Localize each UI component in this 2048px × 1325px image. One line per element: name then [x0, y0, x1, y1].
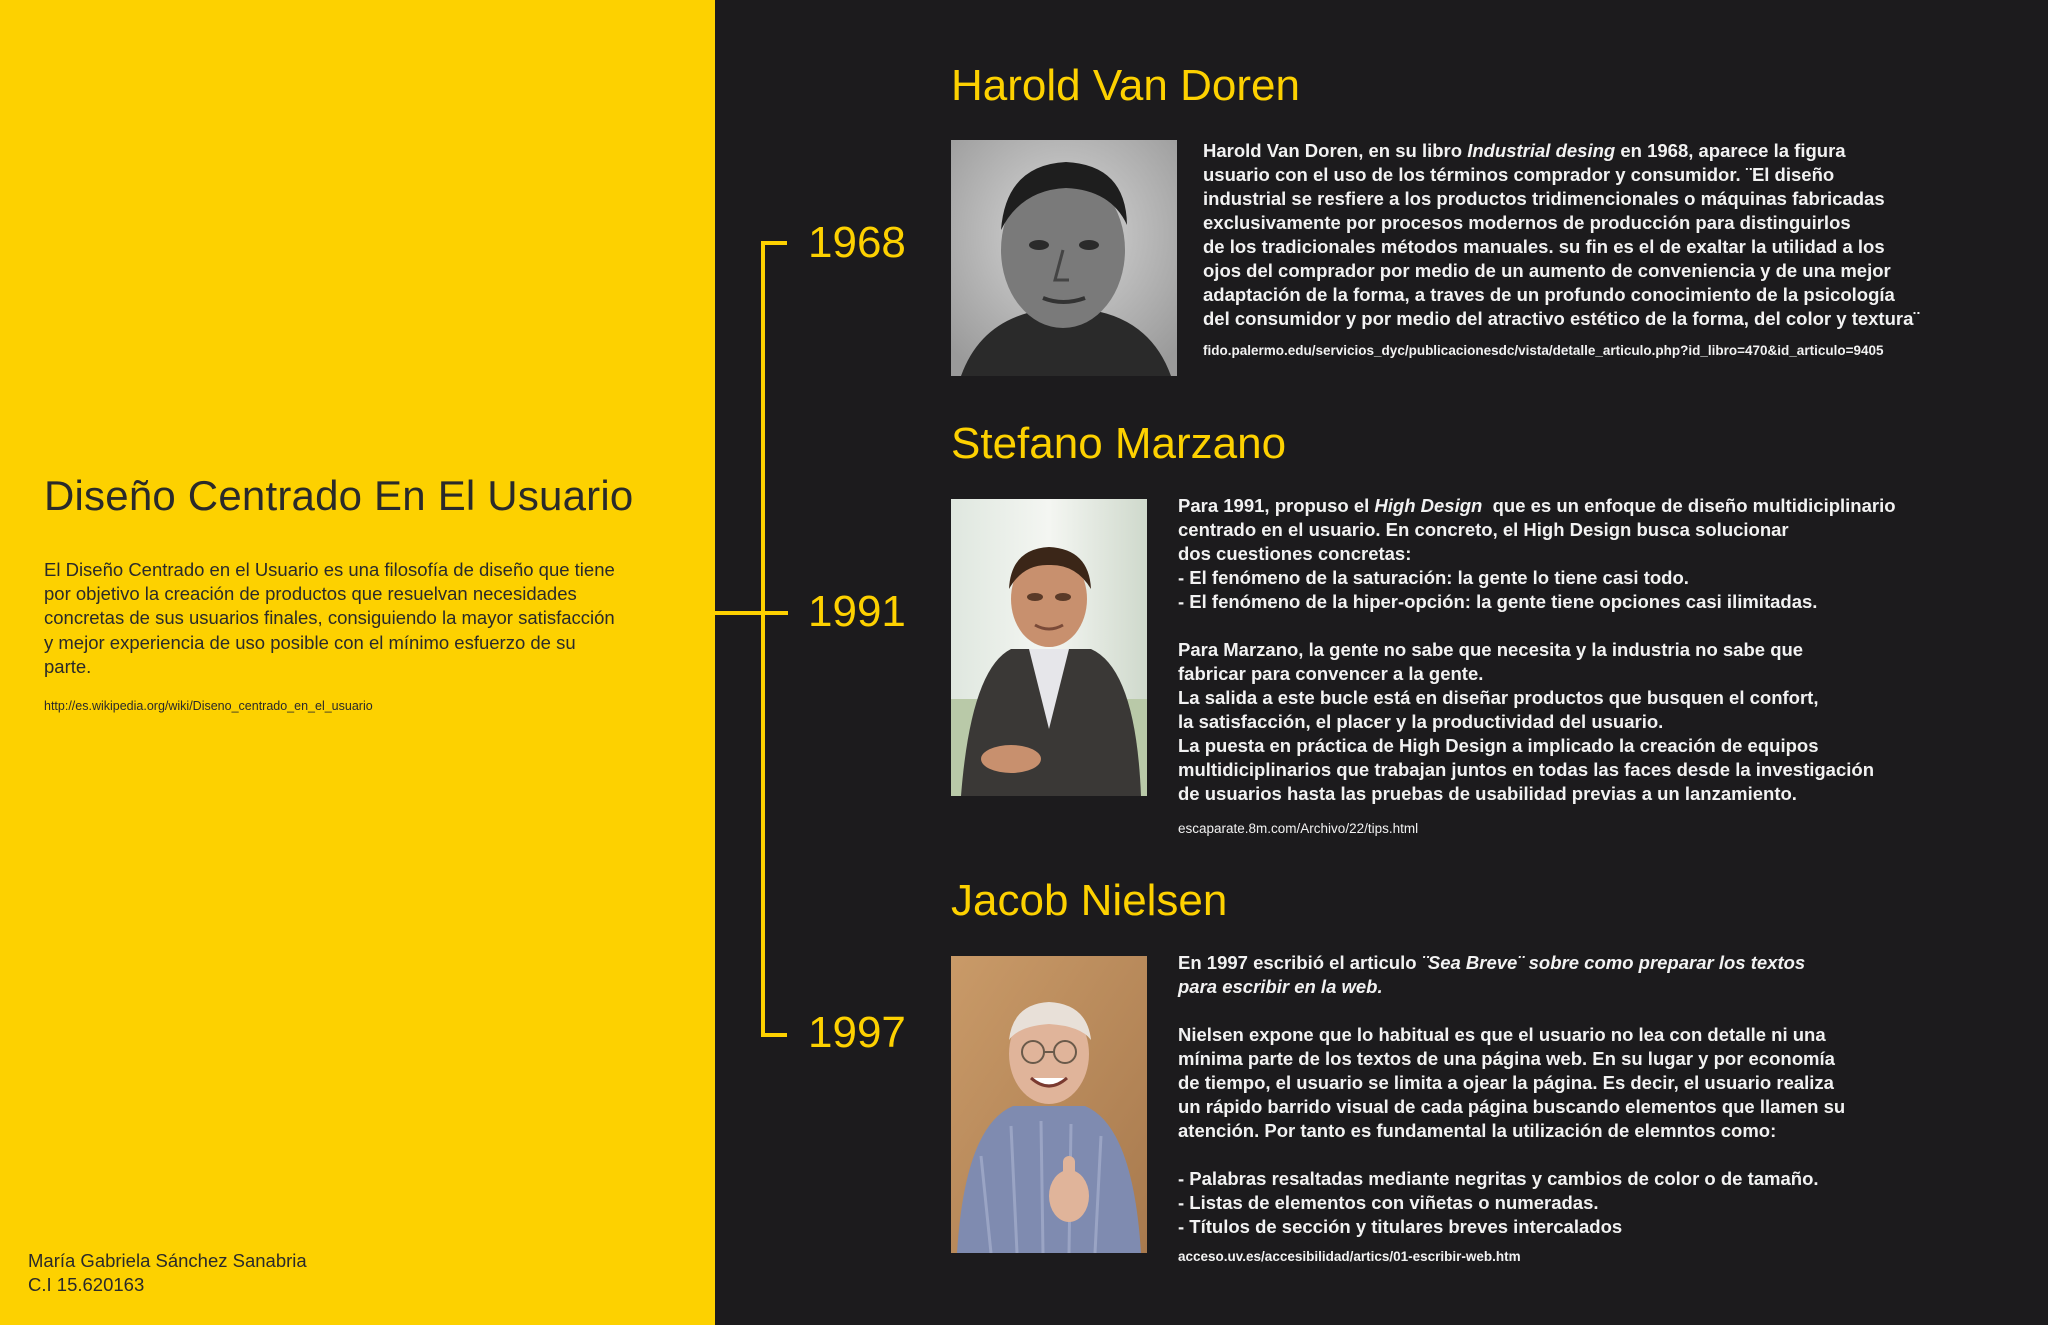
entry-name-marzano: Stefano Marzano	[951, 419, 1287, 468]
portrait-marzano	[951, 499, 1147, 796]
timeline-spine	[761, 241, 765, 1037]
bio-nielsen: En 1997 escribió el articulo ¨Sea Breve¨ sobre como preparar los textos para escribir en la web. Nielsen expone que lo habitual es que el usuario no lea con detalle ni una mínima parte de los textos de una página web. En su lugar y por economía de tiempo, el usuario se limita a ojear la página. Es decir, el usuario realiza un rápido barrido visual de cada página buscando elementos que llamen su atención. Por tanto es fundamental la utilización de elemntos como: - Palabras resaltadas mediante negritas y cambios de color o de tamaño. - Listas de elementos con viñetas o numeradas. - Títulos de sección y titulares breves intercalados	[1178, 952, 1846, 1237]
intro-source-link[interactable]: http://es.wikipedia.org/wiki/Diseno_centrado_en_el_usuario	[44, 699, 373, 713]
timeline-tick-1968	[761, 241, 787, 245]
year-1997: 1997	[808, 1008, 906, 1057]
intro-paragraph: El Diseño Centrado en el Usuario es una filosofía de diseño que tiene por objetivo la creación de productos que resuelvan necesidades concretas de sus usuarios finales, consiguiendo la mayor satisfacción y mejor experiencia de uso posible con el mínimo esfuerzo de su parte.	[44, 559, 615, 677]
author-id: C.I 15.620163	[28, 1274, 145, 1295]
portrait-van-doren	[951, 140, 1177, 376]
timeline-connector	[715, 611, 788, 615]
portrait-nielsen	[951, 956, 1147, 1253]
page-title: Diseño Centrado En El Usuario	[44, 472, 634, 519]
source-link-nielsen[interactable]: acceso.uv.es/accesibilidad/artics/01-escribir-web.htm	[1178, 1249, 1521, 1264]
year-1991: 1991	[808, 587, 906, 636]
source-link-marzano[interactable]: escaparate.8m.com/Archivo/22/tips.html	[1178, 821, 1419, 836]
author-name: María Gabriela Sánchez Sanabria	[28, 1250, 307, 1271]
author-credit	[28, 1249, 307, 1297]
entry-name-van-doren: Harold Van Doren	[951, 61, 1300, 110]
entry-name-nielsen: Jacob Nielsen	[951, 876, 1228, 925]
year-1968: 1968	[808, 218, 906, 267]
bio-van-doren: Harold Van Doren, en su libro Industrial desing en 1968, aparece la figura usuario con el uso de los términos comprador y consumidor. ¨El diseño industrial se resfiere a los productos tridimencionales o máquinas fabricadas exclusivamente por procesos modernos de producción para distinguirlos de los tradicionales métodos manuales. su fin es el de exaltar la utilidad a los ojos del comprador por medio de un aumento de conveniencia y de una mejor adaptación de la forma, a traves de un profundo conocimiento de la psicología del consumidor y por medio del atractivo estético de la forma, del color y textura¨	[1203, 140, 1920, 329]
bio-marzano: Para 1991, propuso el High Design que es un enfoque de diseño multidiciplinario centrado en el usuario. En concreto, el High Design busca solucionar dos cuestiones concretas: - El fenómeno de la saturación: la gente lo tiene casi todo. - El fenómeno de la hiper-opción: la gente tiene opciones casi ilimitadas. Para Marzano, la gente no sabe que necesita y la industria no sabe que fabricar para convencer a la gente. La salida a este bucle está en diseñar productos que busquen el confort, la satisfacción, el placer y la productividad del usuario. La puesta en práctica de High Design a implicado la creación de equipos multidiciplinarios que trabajan juntos en todas las faces desde la investigación de usuarios hasta las pruebas de usabilidad previas a un lanzamiento.	[1178, 495, 1896, 804]
source-link-van-doren[interactable]: fido.palermo.edu/servicios_dyc/publicacionesdc/vista/detalle_articulo.php?id_libro=470&id_articulo=9405	[1203, 343, 1884, 358]
left-panel	[0, 0, 715, 1325]
timeline-tick-1997	[761, 1033, 787, 1037]
